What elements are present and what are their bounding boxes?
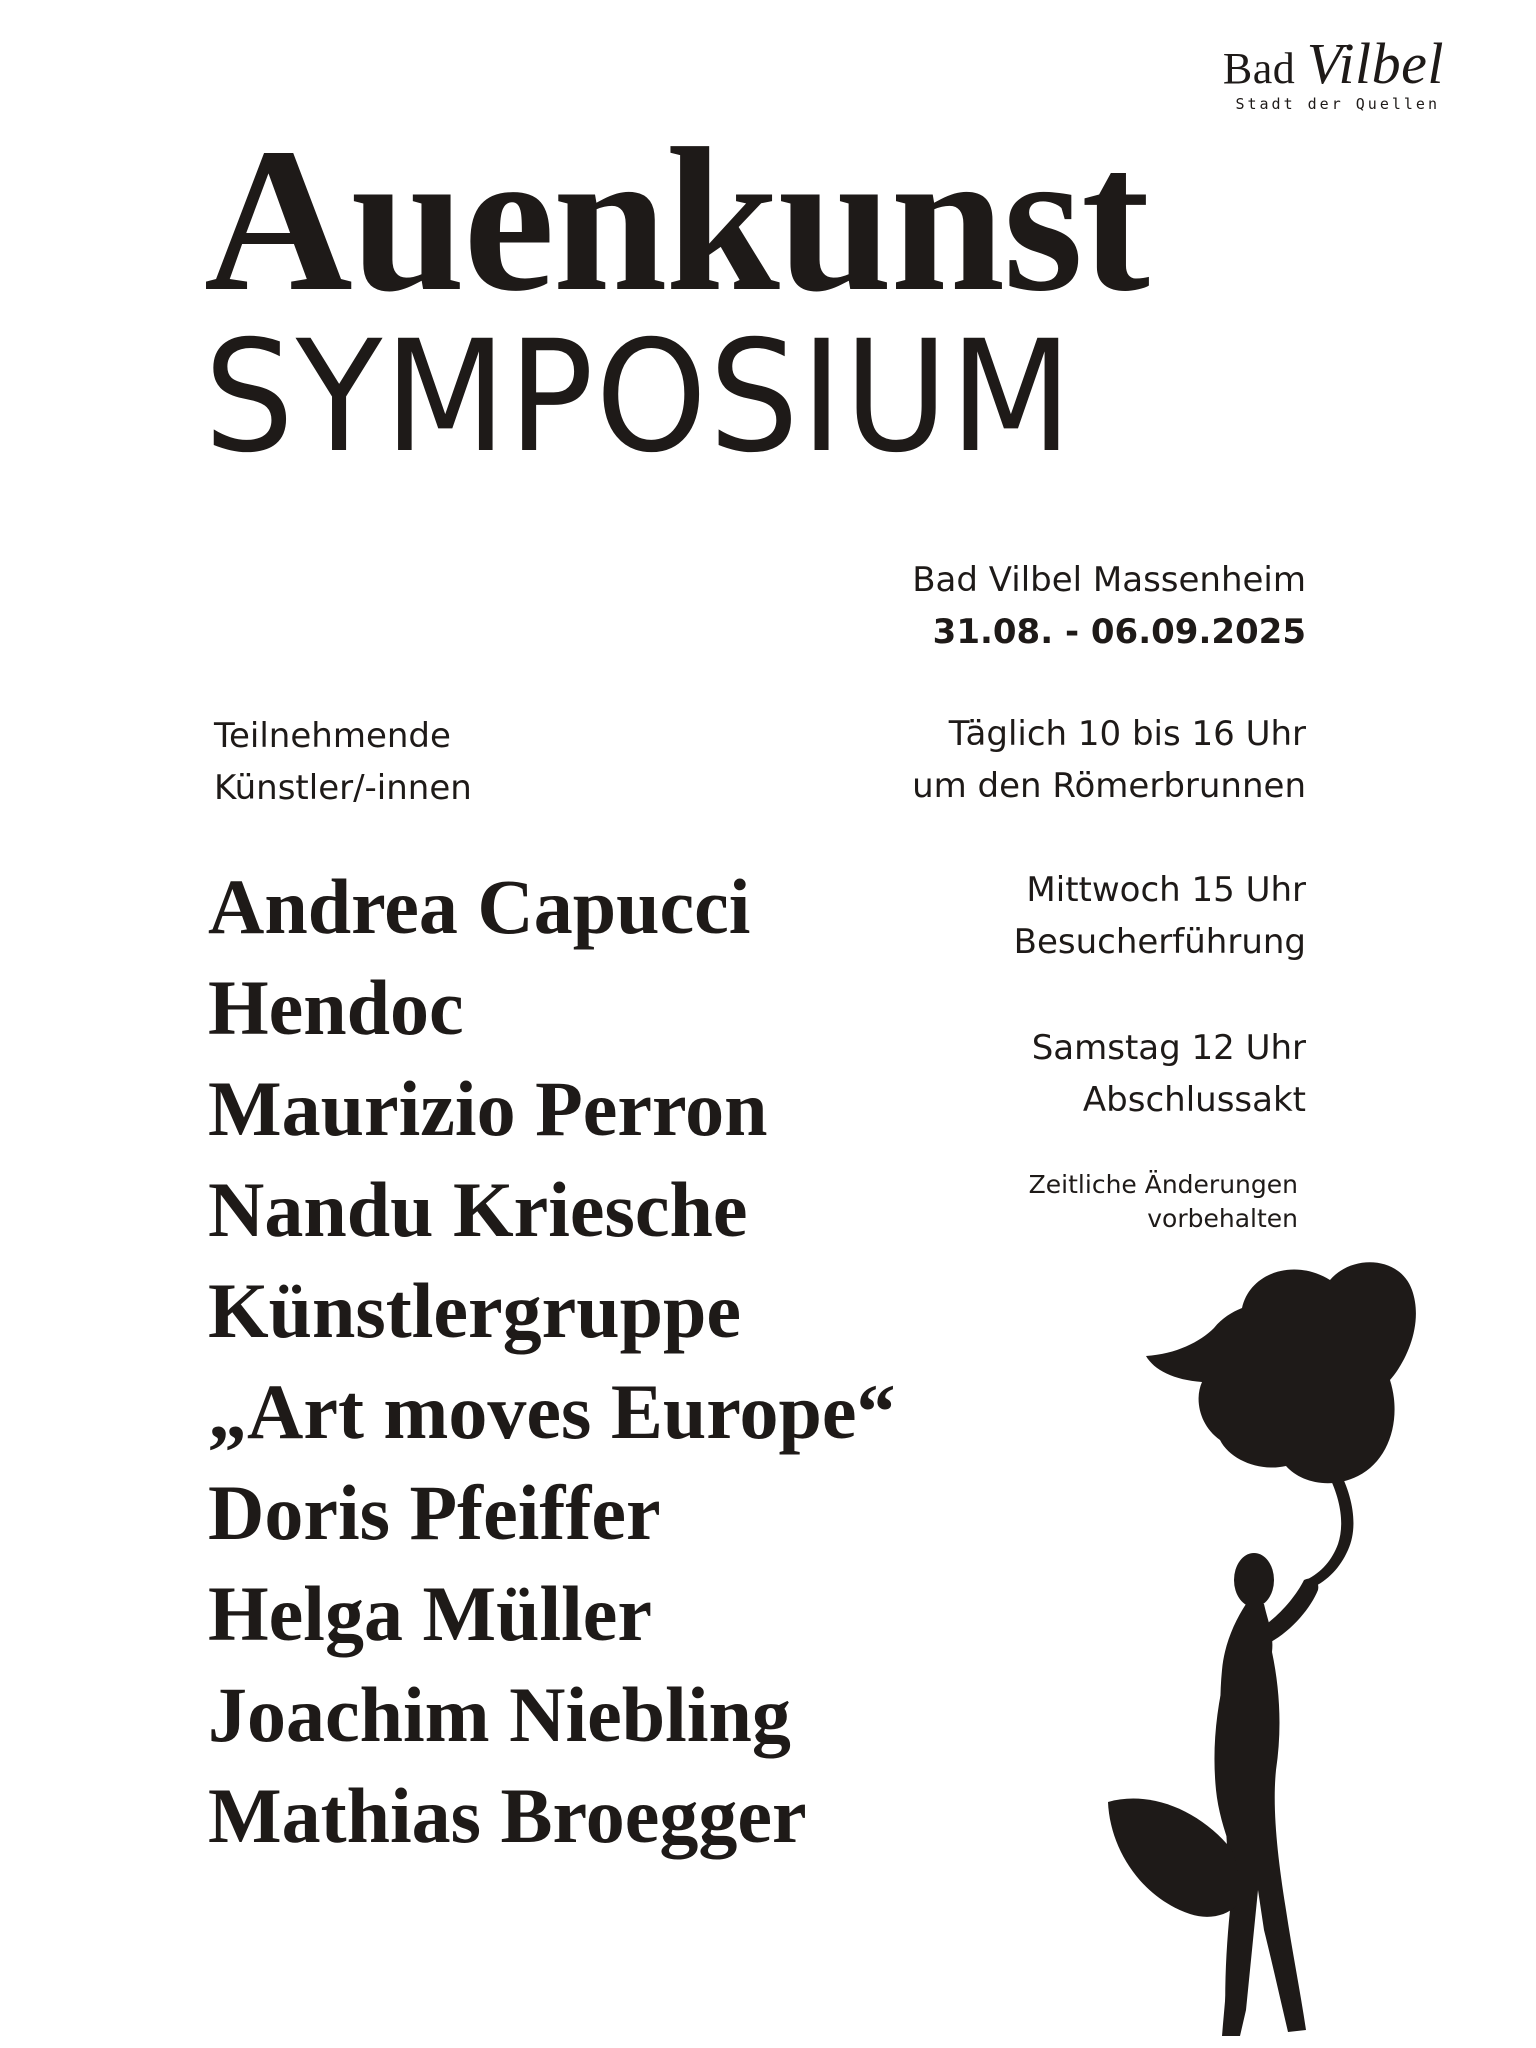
artist-name: Maurizio Perron [208,1065,768,1152]
figure-holding-flower-icon [1090,1250,1420,2048]
logo-name-part2: Vilbel [1306,31,1444,96]
figure-head [1234,1553,1274,1607]
artist-name: Künstlergruppe [208,1267,742,1354]
saturday-event: Abschlussakt [1082,1080,1306,1120]
saturday-closing-block [1032,1022,1306,1126]
artist-name: „Art moves Europe“ [208,1368,896,1455]
event-dates: 31.08. - 06.09.2025 [932,612,1306,652]
schedule-note [1029,1168,1298,1236]
schedule-note-line2: vorbehalten [1147,1204,1298,1233]
daily-hours-block [912,708,1306,812]
logo-tagline: Stadt der Quellen [1235,95,1440,113]
wednesday-time: Mittwoch 15 Uhr [1026,870,1306,910]
schedule-note-line1: Zeitliche Änderungen [1028,1170,1298,1199]
wednesday-event: Besucherführung [1013,922,1306,962]
poster-subtitle: SYMPOSIUM [204,308,1074,487]
saturday-time: Samstag 12 Uhr [1031,1028,1306,1068]
flower-head [1146,1262,1416,1483]
bad-vilbel-logo [1214,31,1444,113]
artist-list [208,856,896,1866]
artist-name: Mathias Broegger [208,1772,807,1859]
poster-title: Auenkunst [204,105,1148,334]
artist-name: Hendoc [208,964,464,1051]
artist-name: Joachim Niebling [208,1671,791,1758]
participants-label-line1: Teilnehmende [214,716,451,756]
logo-wordmark [1214,31,1444,96]
artist-name: Doris Pfeiffer [208,1469,661,1556]
wednesday-tour-block [1014,864,1306,968]
flower-stem [1306,1468,1353,1588]
participants-label [214,710,472,814]
event-location: Bad Vilbel Massenheim [912,560,1306,600]
artist-name: Andrea Capucci [208,863,751,950]
participants-label-line2: Künstler/-innen [214,768,472,808]
daily-place: um den Römerbrunnen [912,766,1306,806]
daily-hours: Täglich 10 bis 16 Uhr [948,714,1306,754]
artist-name: Nandu Kriesche [208,1166,748,1253]
artist-name: Helga Müller [208,1570,653,1657]
leaf [1108,1799,1239,1917]
event-location-block [912,554,1306,658]
logo-name-part1: Bad [1222,44,1307,93]
